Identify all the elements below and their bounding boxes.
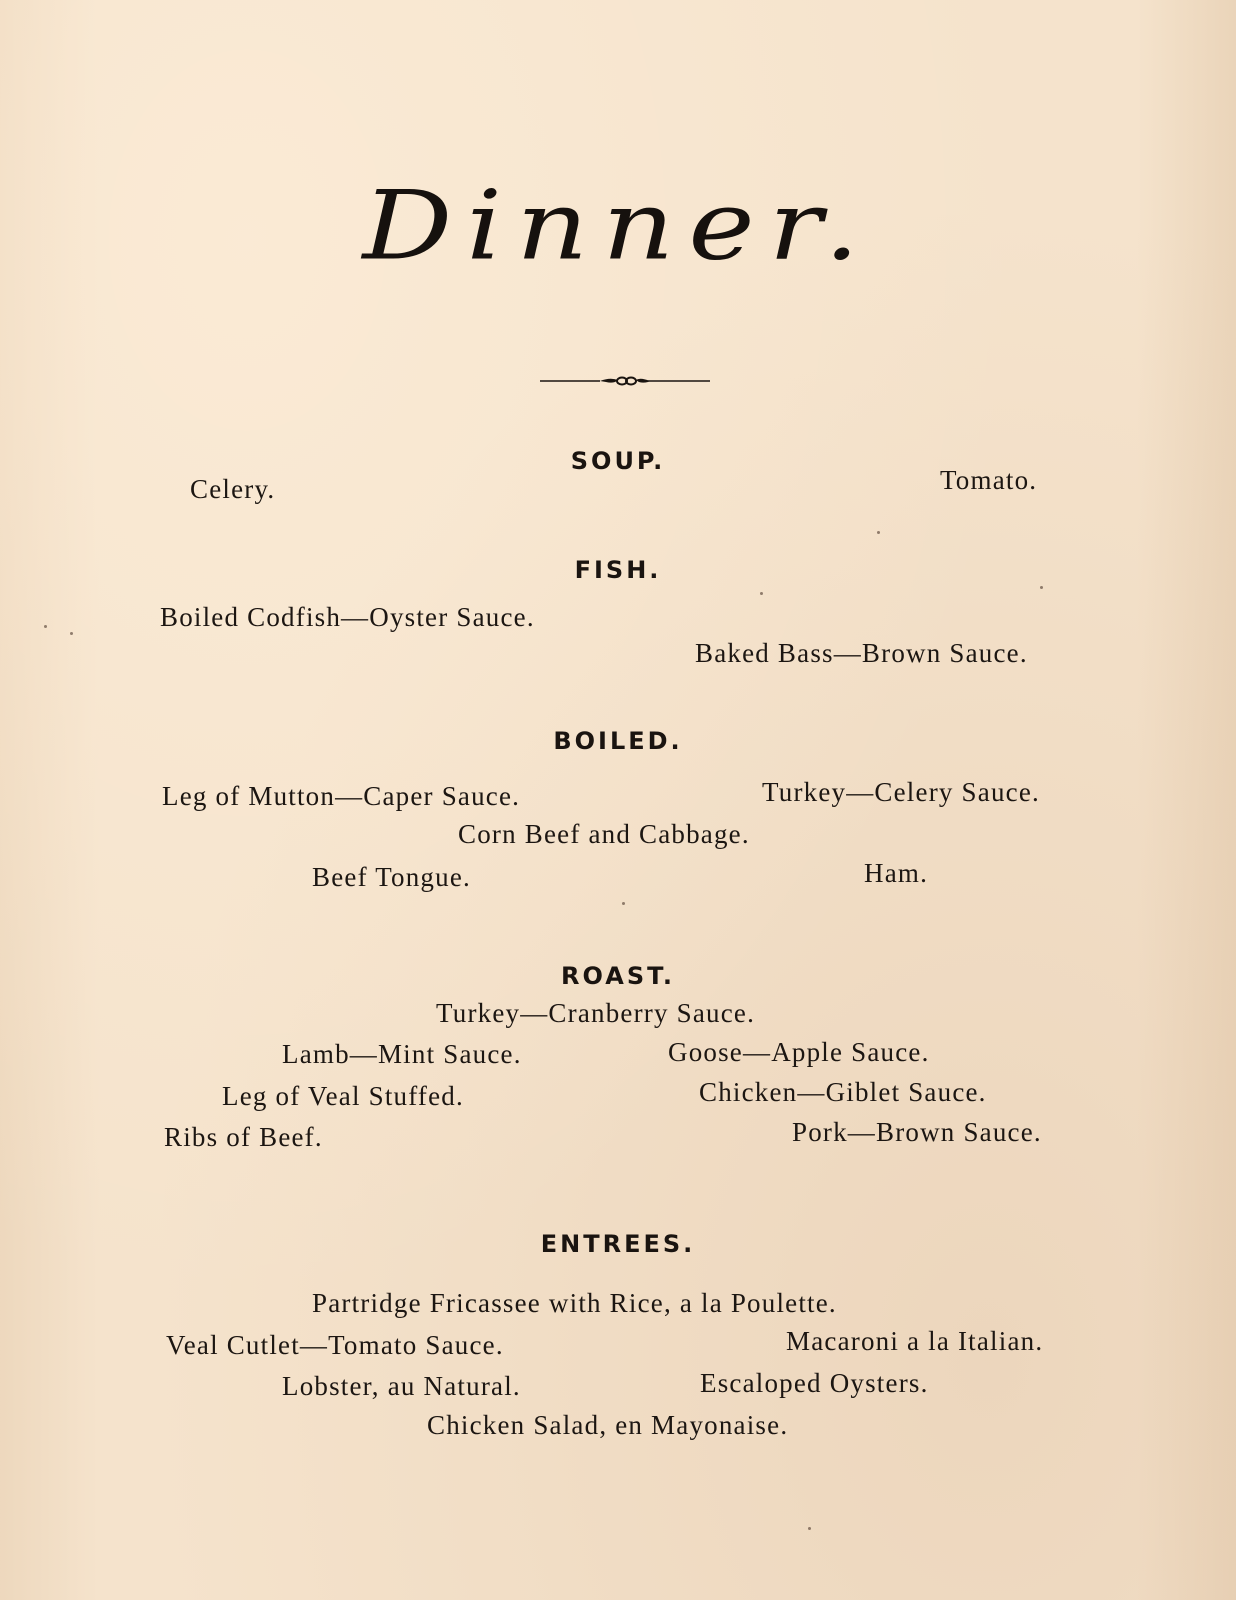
menu-item: Goose—Apple Sauce.	[668, 1037, 930, 1067]
menu-item: Veal Cutlet—Tomato Sauce.	[166, 1330, 504, 1360]
menu-item: Macaroni a la Italian.	[786, 1326, 1044, 1356]
menu-item: Chicken Salad, en Mayonaise.	[427, 1410, 789, 1440]
menu-item: Lobster, au Natural.	[282, 1371, 521, 1401]
menu-item: Celery.	[190, 474, 276, 504]
menu-item: Baked Bass—Brown Sauce.	[695, 638, 1028, 668]
menu-title: Dinner.	[362, 170, 874, 282]
section-heading-fish: FISH.	[574, 556, 662, 584]
paper-speck	[622, 902, 625, 905]
paper-speck	[1040, 586, 1043, 589]
paper-speck	[70, 632, 73, 635]
menu-item: Corn Beef and Cabbage.	[458, 819, 750, 849]
section-heading-entrees: ENTREES.	[540, 1230, 696, 1258]
menu-item: Leg of Mutton—Caper Sauce.	[162, 781, 521, 811]
menu-item: Turkey—Celery Sauce.	[762, 777, 1040, 807]
menu-item: Ham.	[864, 858, 929, 888]
menu-item: Boiled Codfish—Oyster Sauce.	[160, 602, 535, 632]
section-heading-roast: ROAST.	[561, 962, 675, 990]
paper-speck	[760, 592, 763, 595]
paper-speck	[808, 1527, 811, 1530]
menu-item: Ribs of Beef.	[164, 1122, 323, 1152]
menu-item: Beef Tongue.	[312, 862, 471, 892]
menu-item: Escaloped Oysters.	[700, 1368, 929, 1398]
section-heading-soup: SOUP.	[570, 447, 666, 475]
menu-item: Pork—Brown Sauce.	[792, 1117, 1042, 1147]
menu-item: Turkey—Cranberry Sauce.	[436, 998, 756, 1028]
ornament-divider-icon	[540, 374, 710, 388]
menu-item: Leg of Veal Stuffed.	[222, 1081, 464, 1111]
section-heading-boiled: BOILED.	[553, 727, 683, 755]
paper-speck	[877, 531, 880, 534]
menu-item: Chicken—Giblet Sauce.	[699, 1077, 987, 1107]
menu-item: Lamb—Mint Sauce.	[282, 1039, 522, 1069]
paper-speck	[44, 625, 47, 628]
menu-item: Partridge Fricassee with Rice, a la Poulette.	[312, 1288, 837, 1318]
menu-item: Tomato.	[940, 465, 1038, 495]
